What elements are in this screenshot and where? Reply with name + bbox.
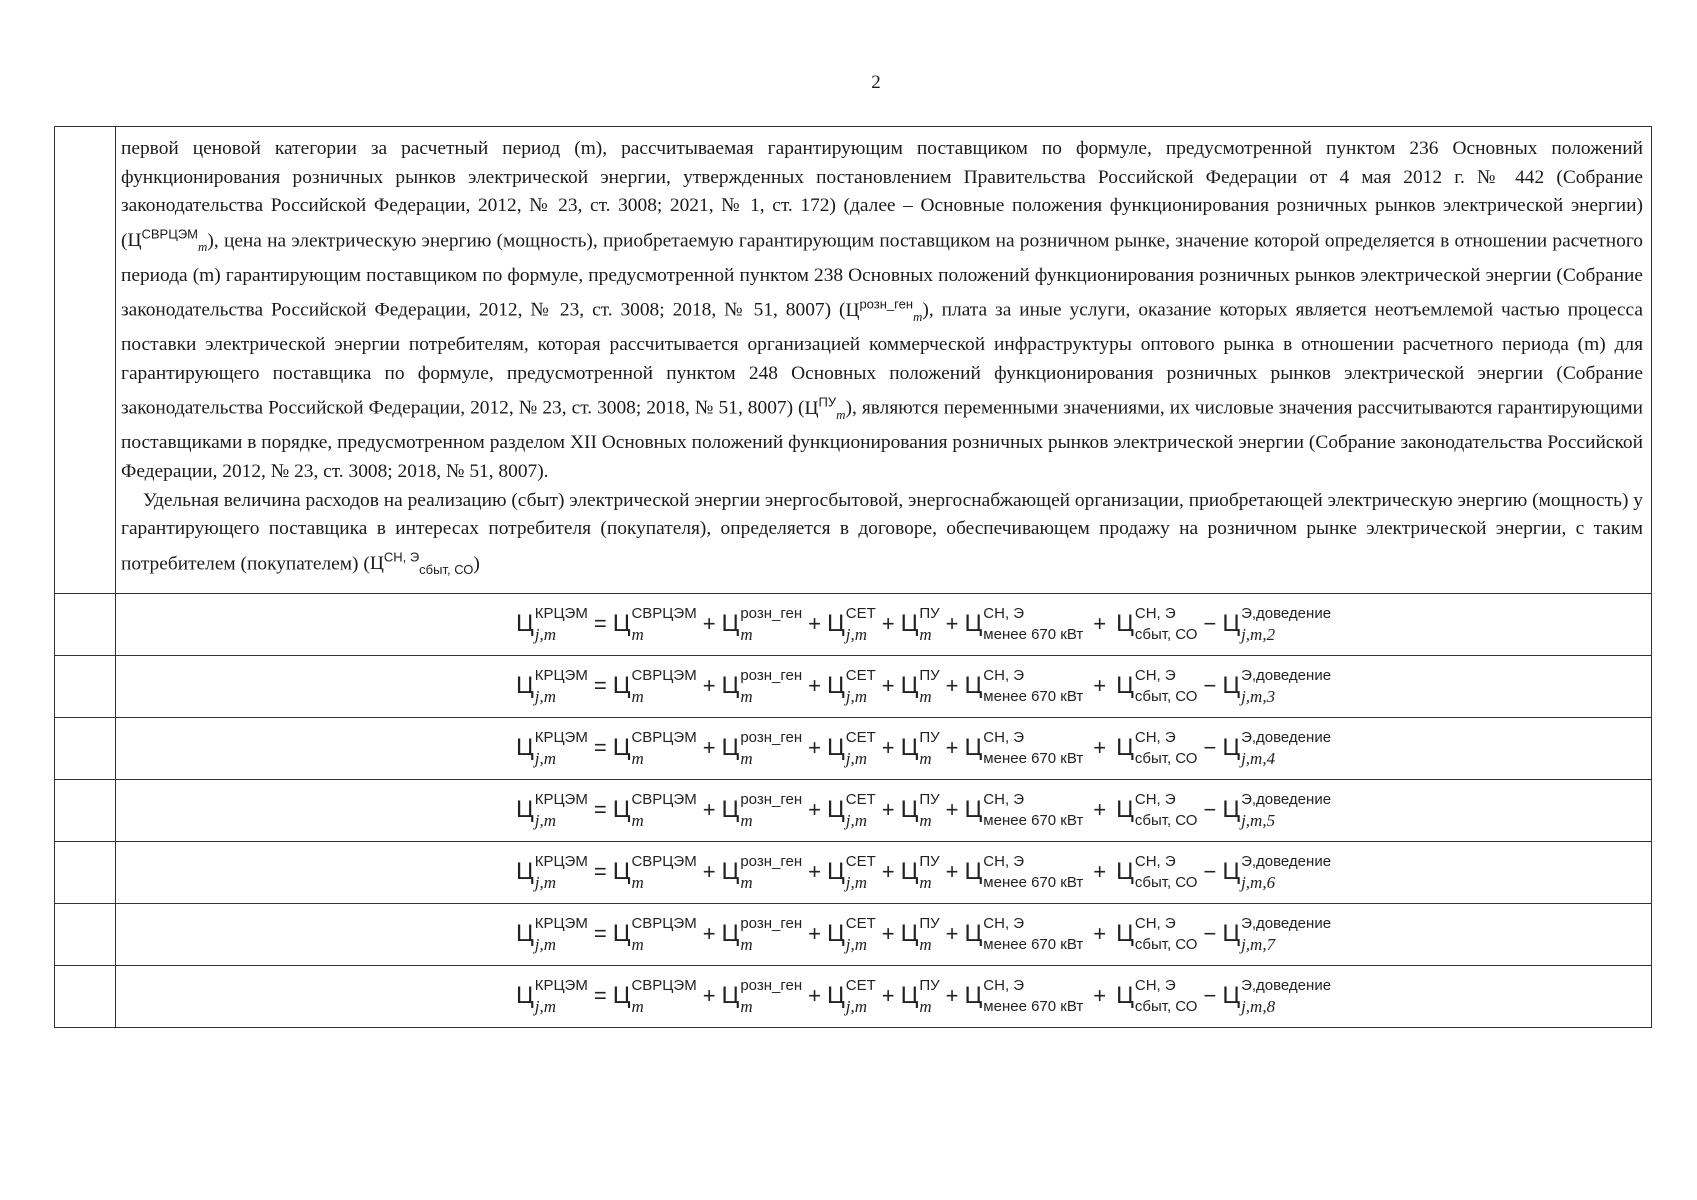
paragraph-1: первой ценовой категории за расчетный период (m), рассчитываемая гарантирующим поставщиком по формуле, предусмотренной пунктом 236 Основных положений функционирования розничных рынков электрической энергии, утвержденных постановлением Правительства Российской Федерации от 4 мая 2012 г. № 442 (Собрание законодательства Российской Федерации, 2012, № 23, ст. 3008; 2021, № 1, ст. 172) (далее – Основные положения функционирования розничных рынков электрической энергии) $(Ц^{СВРЦЭМ}_m)$, цена на электрическую энергию (мощность), приобретаемую гарантирующим поставщиком на розничном рынке, значение которой определяется в отношении расчетного периода (m) гарантирующим поставщиком по формуле, предусмотренной пунктом 238 Основных положений функционирования розничных рынков электрической энергии (Собрание законодательства Российской Федерации, 2012, № 23, ст. 3008; 2018, № 51, 8007) $(Ц^{розн\_ген}_m)$, плата за иные услуги, оказание которых является неотъемлемой частью процесса поставки электрической энергии потребителям, которая рассчитывается организацией коммерческой инфраструктуры оптового рынка в отношении расчетного периода (m) для гарантирующего поставщика по формуле, предусмотренной пунктом 248 Основных положений функционирования розничных рынков электрической энергии (Собрание законодательства Российской Федерации, 2012, № 23, ст. 3008; 2018, № 51, 8007) $(Ц^{ПУ}_m)$, являются переменными значениями, их числовые значения рассчитываются гарантирующими поставщиками в порядке, предусмотренном разделом XII Основных положений функционирования розничных рынков электрической энергии (Собрание законодательства Российской Федерации, 2012, № 23, ст. 3008; 2018, № 51, 8007). bbox=[121, 138, 1643, 482]
formula-term-sn-670: Ц СН, Э менее 670 кВт bbox=[964, 667, 1084, 706]
formula-term-pu: Ц ПУ m bbox=[900, 605, 940, 645]
formula-term-dovedenie: Ц Э,доведение j,m,6 bbox=[1222, 853, 1332, 893]
plus-sign: + bbox=[881, 611, 895, 637]
number-cell bbox=[55, 655, 116, 717]
plus-sign: + bbox=[702, 673, 716, 699]
formula-term-sn-sbyt: Ц СН, Э сбыт, СО bbox=[1116, 853, 1198, 892]
price-formula bbox=[515, 667, 1332, 707]
plus-sign: + bbox=[945, 673, 959, 699]
formula-term-pu: Ц ПУ m bbox=[900, 791, 940, 831]
plus-sign: + bbox=[1093, 673, 1107, 699]
formula-term-krcem: Ц КРЦЭМ j,m bbox=[515, 605, 588, 645]
formula-cell bbox=[116, 593, 1652, 655]
formula-term-rozn-gen: Ц розн_ген m bbox=[721, 729, 803, 769]
plus-sign: + bbox=[808, 735, 821, 761]
plus-sign: + bbox=[808, 797, 821, 823]
formula-term-set: Ц СЕТ j,m bbox=[826, 729, 876, 769]
formula-term-svrcem: Ц СВРЦЭМ m bbox=[612, 729, 697, 769]
equals-sign: = bbox=[593, 673, 607, 699]
formula-term-dovedenie: Ц Э,доведение j,m,3 bbox=[1222, 667, 1332, 707]
formula-term-pu: Ц ПУ m bbox=[900, 729, 940, 769]
formula-term-krcem: Ц КРЦЭМ j,m bbox=[515, 915, 588, 955]
formula-index: 2 bbox=[1266, 625, 1276, 645]
number-cell bbox=[55, 965, 116, 1027]
formula-row bbox=[55, 779, 1652, 841]
formula-term-pu: Ц ПУ m bbox=[900, 915, 940, 955]
formula-term-set: Ц СЕТ j,m bbox=[826, 915, 876, 955]
symbol-svrcem: $Ц^{СВРЦЭМ}_m$ bbox=[127, 226, 208, 255]
formula-term-svrcem: Ц СВРЦЭМ m bbox=[612, 667, 697, 707]
number-cell bbox=[55, 717, 116, 779]
minus-sign: − bbox=[1203, 735, 1217, 761]
plus-sign: + bbox=[945, 921, 959, 947]
plus-sign: + bbox=[702, 859, 716, 885]
formula-term-sn-sbyt: Ц СН, Э сбыт, СО bbox=[1116, 667, 1198, 706]
formula-cell bbox=[116, 841, 1652, 903]
plus-sign: + bbox=[1093, 611, 1107, 637]
formula-term-pu: Ц ПУ m bbox=[900, 977, 940, 1017]
formula-row bbox=[55, 717, 1652, 779]
formula-term-sn-sbyt: Ц СН, Э сбыт, СО bbox=[1116, 977, 1198, 1016]
formula-term-set: Ц СЕТ j,m bbox=[826, 605, 876, 645]
equals-sign: = bbox=[593, 921, 607, 947]
plus-sign: + bbox=[808, 611, 821, 637]
formula-term-krcem: Ц КРЦЭМ j,m bbox=[515, 729, 588, 769]
formula-term-rozn-gen: Ц розн_ген m bbox=[721, 667, 803, 707]
symbol-pu: $Ц^{ПУ}_m$ bbox=[804, 394, 846, 422]
price-formula bbox=[515, 729, 1332, 769]
minus-sign: − bbox=[1203, 673, 1217, 699]
plus-sign: + bbox=[1093, 921, 1107, 947]
formula-cell bbox=[116, 655, 1652, 717]
formula-term-rozn-gen: Ц розн_ген m bbox=[721, 853, 803, 893]
formula-term-dovedenie: Ц Э,доведение j,m,7 bbox=[1222, 915, 1332, 955]
plus-sign: + bbox=[702, 611, 716, 637]
formula-term-sn-670: Ц СН, Э менее 670 кВт bbox=[964, 853, 1084, 892]
plus-sign: + bbox=[881, 921, 895, 947]
equals-sign: = bbox=[593, 611, 607, 637]
minus-sign: − bbox=[1203, 983, 1217, 1009]
formula-index: 7 bbox=[1266, 935, 1276, 955]
formula-term-set: Ц СЕТ j,m bbox=[826, 853, 876, 893]
formula-index: 5 bbox=[1266, 811, 1276, 831]
equals-sign: = bbox=[593, 797, 607, 823]
formula-term-svrcem: Ц СВРЦЭМ m bbox=[612, 791, 697, 831]
plus-sign: + bbox=[702, 983, 716, 1009]
formula-term-sn-670: Ц СН, Э менее 670 кВт bbox=[964, 915, 1084, 954]
text-row bbox=[55, 127, 1652, 594]
formula-term-sn-sbyt: Ц СН, Э сбыт, СО bbox=[1116, 729, 1198, 768]
text-cell bbox=[116, 127, 1652, 594]
plus-sign: + bbox=[881, 797, 895, 823]
number-cell bbox=[55, 127, 116, 594]
price-formula bbox=[515, 977, 1332, 1017]
formula-term-sn-670: Ц СН, Э менее 670 кВт bbox=[964, 605, 1084, 644]
plus-sign: + bbox=[808, 921, 821, 947]
plus-sign: + bbox=[1093, 859, 1107, 885]
plus-sign: + bbox=[702, 797, 716, 823]
formula-term-sn-670: Ц СН, Э менее 670 кВт bbox=[964, 729, 1084, 768]
formula-cell bbox=[116, 965, 1652, 1027]
symbol-sbyt-so: $Ц^{СН, Э}_{сбыт, СО}$ bbox=[369, 549, 474, 578]
plus-sign: + bbox=[808, 673, 821, 699]
formula-cell bbox=[116, 717, 1652, 779]
minus-sign: − bbox=[1203, 921, 1217, 947]
formula-term-krcem: Ц КРЦЭМ j,m bbox=[515, 667, 588, 707]
formula-term-pu: Ц ПУ m bbox=[900, 853, 940, 893]
formula-term-sn-sbyt: Ц СН, Э сбыт, СО bbox=[1116, 605, 1198, 644]
formula-term-rozn-gen: Ц розн_ген m bbox=[721, 977, 803, 1017]
plus-sign: + bbox=[881, 735, 895, 761]
formula-term-set: Ц СЕТ j,m bbox=[826, 791, 876, 831]
plus-sign: + bbox=[808, 983, 821, 1009]
number-cell bbox=[55, 779, 116, 841]
equals-sign: = bbox=[593, 859, 607, 885]
plus-sign: + bbox=[945, 859, 959, 885]
formula-term-rozn-gen: Ц розн_ген m bbox=[721, 605, 803, 645]
minus-sign: − bbox=[1203, 859, 1217, 885]
document-table bbox=[54, 126, 1652, 1028]
formula-term-svrcem: Ц СВРЦЭМ m bbox=[612, 977, 697, 1017]
formula-row bbox=[55, 841, 1652, 903]
formula-term-svrcem: Ц СВРЦЭМ m bbox=[612, 853, 697, 893]
number-cell bbox=[55, 903, 116, 965]
formula-cell bbox=[116, 903, 1652, 965]
plus-sign: + bbox=[945, 735, 959, 761]
formula-term-pu: Ц ПУ m bbox=[900, 667, 940, 707]
page-number: 2 bbox=[871, 72, 881, 93]
formula-index: 6 bbox=[1266, 873, 1276, 893]
formula-term-krcem: Ц КРЦЭМ j,m bbox=[515, 977, 588, 1017]
plus-sign: + bbox=[945, 797, 959, 823]
number-cell bbox=[55, 841, 116, 903]
plus-sign: + bbox=[945, 611, 959, 637]
formula-term-dovedenie: Ц Э,доведение j,m,4 bbox=[1222, 729, 1332, 769]
formula-row bbox=[55, 593, 1652, 655]
formula-term-svrcem: Ц СВРЦЭМ m bbox=[612, 915, 697, 955]
price-formula bbox=[515, 791, 1332, 831]
formula-term-set: Ц СЕТ j,m bbox=[826, 977, 876, 1017]
formula-term-sn-sbyt: Ц СН, Э сбыт, СО bbox=[1116, 915, 1198, 954]
plus-sign: + bbox=[1093, 983, 1107, 1009]
formula-row bbox=[55, 903, 1652, 965]
paragraph-2: Удельная величина расходов на реализацию (сбыт) электрической энергии энергосбытовой, энергоснабжающей организации, приобретающей электрическую энергию (мощность) у гарантирующего поставщика в интересах потребителя (покупателя), определяется в договоре, обеспечивающем продажу на розничном рынке электрической энергии, с таким потребителем (покупателем) $(Ц^{СН, Э}_{сбыт, СО})$ bbox=[121, 489, 1643, 578]
price-formula bbox=[515, 605, 1332, 645]
formula-cell bbox=[116, 779, 1652, 841]
formula-term-svrcem: Ц СВРЦЭМ m bbox=[612, 605, 697, 645]
plus-sign: + bbox=[945, 983, 959, 1009]
formula-term-krcem: Ц КРЦЭМ j,m bbox=[515, 791, 588, 831]
plus-sign: + bbox=[1093, 797, 1107, 823]
formula-index: 8 bbox=[1266, 997, 1276, 1017]
formula-term-sn-670: Ц СН, Э менее 670 кВт bbox=[964, 791, 1084, 830]
equals-sign: = bbox=[593, 983, 607, 1009]
price-formula bbox=[515, 853, 1332, 893]
formula-term-dovedenie: Ц Э,доведение j,m,8 bbox=[1222, 977, 1332, 1017]
formula-row bbox=[55, 965, 1652, 1027]
formula-term-sn-670: Ц СН, Э менее 670 кВт bbox=[964, 977, 1084, 1016]
formula-term-dovedenie: Ц Э,доведение j,m,2 bbox=[1222, 605, 1332, 645]
minus-sign: − bbox=[1203, 797, 1217, 823]
plus-sign: + bbox=[808, 859, 821, 885]
formula-term-dovedenie: Ц Э,доведение j,m,5 bbox=[1222, 791, 1332, 831]
formula-index: 4 bbox=[1266, 749, 1276, 769]
formula-term-krcem: Ц КРЦЭМ j,m bbox=[515, 853, 588, 893]
plus-sign: + bbox=[881, 673, 895, 699]
symbol-rozn-gen: $Ц^{розн\_ген}_m$ bbox=[845, 296, 923, 324]
plus-sign: + bbox=[702, 921, 716, 947]
formula-term-set: Ц СЕТ j,m bbox=[826, 667, 876, 707]
plus-sign: + bbox=[1093, 735, 1107, 761]
plus-sign: + bbox=[881, 983, 895, 1009]
number-cell bbox=[55, 593, 116, 655]
formula-term-sn-sbyt: Ц СН, Э сбыт, СО bbox=[1116, 791, 1198, 830]
equals-sign: = bbox=[593, 735, 607, 761]
plus-sign: + bbox=[702, 735, 716, 761]
formula-row bbox=[55, 655, 1652, 717]
minus-sign: − bbox=[1203, 611, 1217, 637]
formula-index: 3 bbox=[1266, 687, 1276, 707]
plus-sign: + bbox=[881, 859, 895, 885]
formula-term-rozn-gen: Ц розн_ген m bbox=[721, 915, 803, 955]
formula-term-rozn-gen: Ц розн_ген m bbox=[721, 791, 803, 831]
price-formula bbox=[515, 915, 1332, 955]
